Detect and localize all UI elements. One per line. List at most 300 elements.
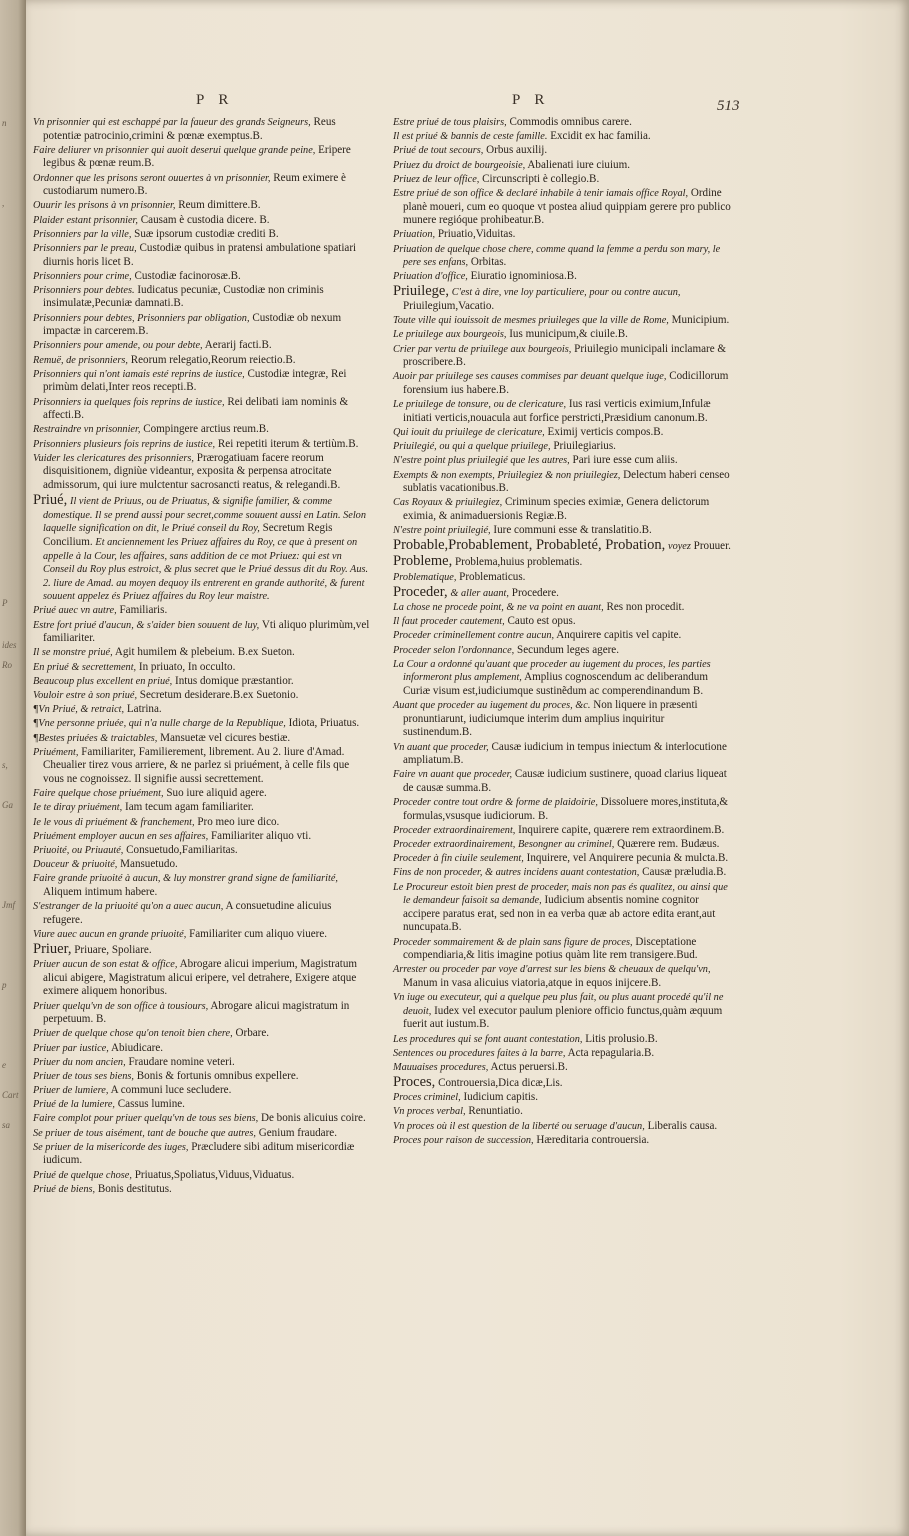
french-phrase: Ouurir les prisons à vn prisonnier, (33, 200, 176, 212)
dictionary-entry (33, 604, 371, 618)
dictionary-entry (393, 270, 731, 284)
gutter-fragment: ides (2, 640, 17, 650)
dictionary-entry (33, 619, 371, 646)
headword: Priué, (33, 492, 68, 509)
french-phrase: Priuer aucun de son estat & office, (33, 959, 178, 971)
latin-equivalent: Pro meo iure dico. (197, 815, 280, 828)
dictionary-entry (33, 1183, 371, 1197)
dictionary-entry (33, 354, 371, 368)
latin-equivalent: Reorum relegatio,Reorum reiectio.B. (130, 353, 296, 366)
french-phrase: Les procedures qui se font auant contestation, (393, 1033, 583, 1045)
french-phrase: La chose ne procede point, & ne va point en auant, (393, 602, 604, 614)
dictionary-entry (393, 571, 731, 585)
headword: Proces, (393, 1074, 436, 1091)
dictionary-entry (33, 144, 371, 171)
dictionary-entry (33, 228, 371, 242)
french-phrase: Problematique, (393, 571, 457, 583)
latin-equivalent: Abiudicare. (110, 1041, 164, 1054)
dictionary-entry (393, 1120, 731, 1134)
dictionary-entry (33, 1098, 371, 1112)
french-phrase: Priuilegié, ou qui a quelque priuilege, (393, 441, 551, 453)
dictionary-entry (33, 1169, 371, 1183)
latin-equivalent: Rei delibati iam nominis & affecti.B. (43, 395, 349, 422)
dictionary-entry (393, 398, 731, 425)
latin-equivalent: Aliquem intimum habere. (43, 885, 158, 898)
dictionary-entry (393, 936, 731, 963)
french-phrase: Priuer de lumiere, (33, 1085, 109, 1097)
latin-equivalent: Familiariter cum aliquo viuere. (189, 927, 328, 940)
latin-equivalent: Anquirere capitis vel capite. (556, 629, 682, 642)
french-phrase: Toute ville qui iouissoit de mesmes priuileges que la ville de Rome, (393, 315, 669, 327)
dictionary-entry (33, 1042, 371, 1056)
latin-equivalent: Abalienati iure ciuium. (527, 158, 630, 171)
french-phrase: Il est priué & bannis de ceste famille. (393, 131, 548, 143)
french-phrase: Qui iouit du priuilege de clericature, (393, 426, 545, 438)
french-phrase: S'estranger de la priuoité qu'on a auec aucun, (33, 901, 224, 913)
latin-equivalent: Consuetudo,Familiaritas. (126, 843, 238, 856)
dictionary-entry (33, 801, 371, 815)
left-column (33, 116, 371, 1197)
latin-equivalent: Familiaris. (119, 604, 168, 617)
french-phrase: Vuider les clericatures des prisonniers, (33, 452, 195, 464)
right-column (393, 116, 731, 1148)
dictionary-entry (393, 1075, 731, 1091)
latin-equivalent: Eripere legibus & pœnæ reum.B. (43, 143, 351, 170)
french-phrase: N'estre point plus priuilegié que les autres, (393, 455, 570, 467)
latin-equivalent: Custodiæ integræ, Rei primùm delati,Inter reos recepti.B. (43, 367, 347, 394)
french-phrase: Proceder extraordinairement, (393, 824, 516, 836)
latin-equivalent: Inquirere capite, quærere rem extraordinem.B. (518, 823, 725, 836)
dictionary-entry (33, 368, 371, 395)
latin-equivalent: Secretum Regis Concilium. (43, 522, 333, 548)
dictionary-entry (33, 844, 371, 858)
latin-equivalent: Causam è custodia dicere. B. (140, 213, 270, 226)
dictionary-entry (393, 601, 731, 615)
dictionary-entry (393, 116, 731, 130)
latin-equivalent: Priuare, Spoliare. (74, 944, 152, 956)
dictionary-entry (393, 343, 731, 370)
dictionary-entry (393, 314, 731, 328)
dictionary-entry (33, 816, 371, 830)
dictionary-entry (393, 328, 731, 342)
dictionary-entry (393, 1061, 731, 1075)
french-phrase: voyez (668, 541, 691, 553)
latin-equivalent: Mansuetudo. (120, 858, 178, 871)
french-phrase: Vn proces verbal, (393, 1106, 466, 1118)
right-running-head: PR (512, 92, 559, 108)
french-phrase: Faire deliurer vn prisonnier qui auoit deserui quelque grande peine, (33, 144, 316, 156)
french-phrase: Ie le vous di priuément & franchement, (33, 816, 195, 828)
dictionary-entry (393, 1105, 731, 1119)
latin-equivalent: Liberalis causa. (647, 1119, 718, 1132)
latin-equivalent: Reus potentiæ patrocinio,crimini & pœnæ exemptus.B. (43, 116, 336, 142)
latin-equivalent: Suæ ipsorum custodiæ crediti B. (134, 227, 279, 240)
french-phrase: Priuément employer aucun en ses affaires, (33, 830, 209, 842)
dictionary-entry (393, 454, 731, 468)
french-phrase: Et anciennement les Priuez affaires du Roy, ce que à present on appelle à la Cour, les affaires, sans addition de ce mot Priuez: qui est vn Conseil du Roy plus estroict, & plus secret que le Priué dessus dit du Roy. Aus. 2. liure de Amad. au moyen dequoy ils entrerent en grande authorité, & furent souuent appelez és Priuez affaires du Roy leur maistre. (43, 536, 369, 603)
french-phrase: Exempts & non exempts, Priuilegiez & non priuilegiez, (393, 469, 621, 481)
french-phrase: Sentences ou procedures faites à la barre, (393, 1047, 566, 1059)
french-phrase: Proceder extraordinairement, Besongner au criminel, (393, 839, 615, 851)
dictionary-entry (33, 452, 371, 493)
dictionary-entry (33, 312, 371, 339)
dictionary-entry (33, 661, 371, 675)
latin-equivalent: Acta repagularia.B. (567, 1046, 655, 1059)
french-phrase: Proceder selon l'ordonnance, (393, 644, 515, 656)
french-phrase: Le Procureur estoit bien prest de proceder, mais non pas és qualitez, ou ainsi que le demandeur faisoit sa demande, (393, 881, 728, 907)
latin-equivalent: Municipium. (671, 314, 730, 327)
latin-equivalent: Excidit ex hac familia. (550, 130, 651, 143)
french-phrase: Estre priué de tous plaisirs, (393, 117, 507, 128)
dictionary-entry (393, 585, 731, 601)
french-phrase: Priué de biens, (33, 1183, 96, 1195)
gutter-fragment: Cart (2, 1090, 19, 1100)
latin-equivalent: Prærogatiuam facere reorum disquisitionem, digniùe videantur, exposita & perpensa atrocitate admissorum, qui iure mulctentur sacrosancti reatus, & relegandi.B. (43, 451, 341, 491)
french-phrase: Beaucoup plus excellent en priué, (33, 675, 173, 687)
french-phrase: ¶Vne personne priuée, qui n'a nulle charge de la Republique, (33, 718, 286, 730)
latin-equivalent: Iure communi esse & translatitio.B. (493, 524, 652, 537)
dictionary-entry (33, 717, 371, 731)
french-phrase: Prisonniers pour debtes. (33, 284, 135, 296)
latin-equivalent: Eximij verticis compos.B. (547, 425, 664, 438)
dictionary-entry (393, 741, 731, 768)
dictionary-entry (33, 872, 371, 899)
latin-equivalent: Quærere rem. Budæus. (617, 838, 720, 851)
dictionary-entry (33, 1112, 371, 1126)
dictionary-entry (393, 496, 731, 523)
french-phrase: Faire vn auant que proceder, (393, 769, 513, 781)
french-phrase: Prisonniers qui n'ont iamais esté reprins de iustice, (33, 368, 245, 380)
latin-equivalent: Ius rasi verticis eximium,Infulæ initiati verticis,nouacula aut forfice perstricti,Præsidium canonum.B. (403, 398, 711, 424)
headword: Priuer, (33, 941, 72, 957)
dictionary-entry (33, 1000, 371, 1027)
headword: Probleme, (393, 553, 453, 570)
french-phrase: Plaider estant prisonnier, (33, 214, 138, 226)
french-phrase: La Cour a ordonné qu'auant que proceder au iugement du proces, les parties informeront plus amplement, (393, 658, 711, 684)
dictionary-entry (393, 796, 731, 823)
french-phrase: Restraindre vn prisonnier, (33, 424, 141, 436)
dictionary-entry (393, 243, 731, 270)
french-phrase: C'est à dire, vne loy particuliere, pour ou contre aucun, (451, 287, 681, 299)
french-phrase: Il vient de Priuus, ou de Priuatus, & signifie familier, & comme domestique. Il se prend aussi pour secret,comme souuent aussi en Latin. Selon laquelle signification on dit, le Priué conseil du Roy, (43, 496, 366, 535)
dictionary-entry (393, 1091, 731, 1105)
french-phrase: Prisonniers par la ville, (33, 228, 132, 240)
latin-equivalent: A consuetudine alicuius refugere. (43, 900, 332, 926)
dictionary-entry (393, 524, 731, 538)
gutter-fragment: Jmf (2, 900, 15, 910)
dictionary-entry (393, 144, 731, 158)
dictionary-entry (393, 469, 731, 496)
dictionary-entry (33, 199, 371, 213)
latin-equivalent: Eiuratio ignominiosa.B. (470, 270, 577, 283)
french-phrase: Se priuer de tous aisément, tant de bouche que autres, (33, 1127, 256, 1139)
latin-equivalent: Orbus auxilij. (486, 144, 548, 157)
gutter-fragment: , (2, 198, 5, 208)
french-phrase: & aller auant, (450, 587, 509, 599)
latin-equivalent: Procedere. (511, 586, 559, 599)
gutter-fragment: sa (2, 1120, 11, 1130)
french-phrase: Fins de non proceder, & autres incidens auant contestation, (393, 867, 640, 879)
french-phrase: Mauuaises procedures, (393, 1061, 489, 1073)
french-phrase: Il se monstre priué, (33, 647, 113, 659)
french-phrase: Priuer par iustice, (33, 1042, 109, 1054)
french-phrase: Prisonniers pour crime, (33, 270, 132, 282)
dictionary-entry (393, 881, 731, 935)
dictionary-entry (33, 339, 371, 353)
latin-equivalent: Iudicium capitis. (463, 1091, 539, 1104)
latin-equivalent: Delectum haberi censeo sublatis vacationibus.B. (403, 468, 730, 495)
dictionary-entry (33, 942, 371, 958)
latin-equivalent: Secretum desiderare.B.ex Suetonio. (139, 689, 299, 701)
french-phrase: Arrester ou proceder par voye d'arrest sur les biens & cheuaux de quelqu'vn, (393, 964, 711, 976)
latin-equivalent: Secundum leges agere. (517, 643, 620, 656)
dictionary-entry (33, 703, 371, 717)
dictionary-entry (393, 228, 731, 242)
french-phrase: ¶Bestes priuées & traictables, (33, 732, 158, 744)
french-phrase: Proceder sommairement & de plain sans figure de proces, (393, 936, 633, 948)
dictionary-entry (393, 370, 731, 397)
latin-equivalent: Ius municipum,& ciuile.B. (509, 328, 628, 341)
french-phrase: Se priuer de la misericorde des iuges, (33, 1141, 189, 1153)
gutter-fragment: P (2, 598, 8, 608)
french-phrase: Estre fort priué d'aucun, & s'aider bien souuent de luy, (33, 619, 260, 631)
french-phrase: Prisonniers par le preau, (33, 242, 137, 254)
dictionary-entry (393, 1134, 731, 1148)
dictionary-entry (33, 1084, 371, 1098)
french-phrase: Proceder criminellement contre aucun, (393, 630, 555, 642)
french-phrase: ¶Vn Priué, & retraict, (33, 704, 125, 716)
latin-equivalent: Prouuer. (693, 540, 731, 553)
french-phrase: Estre priué de son office & declaré inhabile à tenir iamais office Royal, (393, 187, 689, 199)
dictionary-entry (33, 172, 371, 199)
french-phrase: Proces pour raison de succession, (393, 1134, 534, 1146)
page-number: 513 (717, 98, 740, 114)
gutter-fragment: n (2, 118, 7, 128)
dictionary-entry (33, 646, 371, 660)
french-phrase: Vn auant que proceder, (393, 741, 489, 753)
latin-equivalent: Familiariter aliquo vti. (210, 829, 312, 842)
latin-equivalent: Causæ præludia.B. (642, 866, 727, 879)
dictionary-entry (393, 991, 731, 1032)
dictionary-entry (33, 689, 371, 703)
latin-equivalent: Orbitas. (470, 256, 507, 269)
latin-equivalent: Iudex vel executor paulum pleniore officio functus,quàm æquum fuerit aut iustum.B. (403, 1004, 723, 1031)
latin-equivalent: Bonis & fortunis omnibus expellere. (136, 1069, 299, 1082)
dictionary-entry (393, 615, 731, 629)
gutter-fragment: p (2, 980, 7, 990)
dictionary-entry (393, 159, 731, 173)
dictionary-entry (393, 1047, 731, 1061)
dictionary-entry (33, 438, 371, 452)
dictionary-entry (33, 116, 371, 143)
gutter-fragment: s, (2, 760, 8, 770)
dictionary-entry (393, 173, 731, 187)
latin-equivalent: Mansuetæ vel cicures bestiæ. (160, 731, 291, 744)
headword: Probable,Probablement, Probableté, Probation, (393, 537, 666, 554)
dictionary-entry (393, 538, 731, 554)
dictionary-entry (33, 1027, 371, 1041)
latin-equivalent: Idiota, Priuatus. (288, 717, 360, 730)
dictionary-entry (33, 214, 371, 228)
dictionary-entry (33, 242, 371, 269)
headword: Proceder, (393, 583, 448, 600)
latin-equivalent: Problema,huius problematis. (454, 556, 583, 569)
dictionary-entry (393, 644, 731, 658)
dictionary-entry (33, 1141, 371, 1168)
latin-equivalent: Reum eximere è custodiarum numero.B. (43, 171, 346, 198)
latin-equivalent: Priuilegio municipali inclamare & proscribere.B. (403, 342, 727, 369)
latin-equivalent: Rei repetiti iterum & tertiùm.B. (217, 437, 359, 450)
latin-equivalent: Orbare. (235, 1027, 270, 1040)
french-phrase: Remuë, de prisonniers, (33, 354, 128, 366)
french-phrase: Auoir par priuilege ses causes commises par deuant quelque iuge, (393, 371, 667, 383)
latin-equivalent: Priuatus,Spoliatus,Viduus,Viduatus. (134, 1168, 295, 1181)
french-phrase: Priuer de tous ses biens, (33, 1070, 134, 1082)
french-phrase: Priuer du nom ancien, (33, 1056, 126, 1068)
latin-equivalent: Priuilegiarius. (553, 440, 616, 453)
french-phrase: Proceder contre tout ordre & forme de plaidoirie, (393, 797, 598, 809)
dictionary-entry (393, 838, 731, 852)
latin-equivalent: Reum dimittere.B. (178, 199, 261, 212)
latin-equivalent: Res non procedit. (606, 601, 685, 614)
latin-equivalent: Hæreditaria controuersia. (536, 1133, 650, 1146)
french-phrase: Priué de la lumiere, (33, 1099, 115, 1111)
dictionary-entry (33, 928, 371, 942)
dictionary-entry (393, 629, 731, 643)
french-phrase: Il faut proceder cautement, (393, 616, 505, 628)
french-phrase: Ie te diray priuément, (33, 802, 123, 814)
dictionary-entry (393, 866, 731, 880)
dictionary-entry (33, 493, 371, 604)
latin-equivalent: Circunscripti è collegio.B. (482, 172, 600, 185)
latin-equivalent: Intus domique præstantior. (175, 674, 294, 687)
dictionary-entry (33, 732, 371, 746)
dictionary-entry (393, 130, 731, 144)
latin-equivalent: Agit humilem & plebeium. B.ex Sueton. (114, 646, 295, 659)
dictionary-entry (33, 858, 371, 872)
french-phrase: Le priuilege de tonsure, ou de clericature, (393, 399, 567, 411)
french-phrase: Prisonniers ia quelques fois reprins de iustice, (33, 396, 225, 408)
dictionary-entry (393, 1033, 731, 1047)
french-phrase: Prisonniers plusieurs fois reprins de iustice, (33, 438, 216, 450)
latin-equivalent: Priuatio,Viduitas. (437, 228, 516, 241)
dictionary-entry (33, 787, 371, 801)
french-phrase: Priué de quelque chose, (33, 1169, 132, 1181)
dictionary-entry (393, 963, 731, 990)
french-phrase: Crier par vertu de priuilege aux bourgeois, (393, 343, 572, 355)
latin-equivalent: Commodis omnibus carere. (509, 116, 632, 128)
latin-equivalent: Manum in vasa alicuius viatoria,atque in equos inijcere.B. (403, 976, 662, 989)
french-phrase: Faire grande priuoité à aucun, & luy monstrer grand signe de familiarité, (33, 873, 338, 885)
latin-equivalent: Iudicium absentis nomine cognitor accipere paratus erat, sed non in ea verba quæ ab actore edita erant,aut nuncupata.B. (403, 894, 716, 934)
dictionary-entry (33, 746, 371, 787)
latin-equivalent: Præcludere sibi aditum misericordiæ iudicum. (43, 1140, 355, 1167)
latin-equivalent: A communi luce secludere. (110, 1084, 232, 1097)
french-phrase: Priuation, (393, 229, 436, 241)
dictionary-entry (33, 675, 371, 689)
latin-equivalent: In priuato, In occulto. (138, 660, 236, 673)
french-phrase: Vn proces où il est question de la liberté ou seruage d'aucun, (393, 1120, 645, 1132)
french-phrase: Priuément, (33, 746, 79, 758)
latin-equivalent: Bonis destitutus. (97, 1182, 172, 1195)
french-phrase: Prisonniers pour amende, ou pour debte, (33, 340, 203, 352)
left-running-head: PR (196, 92, 243, 108)
latin-equivalent: Compingere arctius reum.B. (143, 423, 269, 436)
dictionary-entry (33, 396, 371, 423)
french-phrase: Priué de tout secours, (393, 145, 484, 157)
french-phrase: Vn prisonnier qui est eschappé par la faueur des grands Seigneurs, (33, 117, 311, 128)
latin-equivalent: Controuersia,Dica dicæ,Lis. (438, 1077, 563, 1090)
latin-equivalent: Criminum species eximiæ, Genera delictorum eximia, & animaduersionis Regiæ.B. (403, 496, 710, 522)
latin-equivalent: Problematicus. (459, 570, 526, 583)
french-phrase: Priuoité, ou Priuauté, (33, 844, 124, 856)
latin-equivalent: Actus peruersi.B. (490, 1060, 568, 1073)
dictionary-entry (33, 1070, 371, 1084)
latin-equivalent: Custodiæ quibus in pratensi ambulatione spatiari diurnis horis licet B. (43, 241, 357, 268)
dictionary-entry (33, 958, 371, 999)
french-phrase: Auant que proceder au iugement du proces, &c. (393, 700, 591, 712)
french-phrase: Cas Royaux & priuilegiez, (393, 497, 503, 509)
dictionary-entry (33, 900, 371, 927)
dictionary-entry (33, 1056, 371, 1070)
latin-equivalent: Ordine planè moueri, cum eo quoque vt postea aliud quippiam gerere pro publico munere regióque prohibeatur.B. (403, 186, 731, 227)
french-phrase: Priuez du droict de bourgeoisie, (393, 159, 526, 171)
latin-equivalent: Vti aliquo plurimùm,vel familiariter. (43, 618, 370, 645)
latin-equivalent: Abrogare alicui imperium, Magistratum alicui abigere, Magistratum alicui eripere, vel detrahere, Exigere atque eximere aliquem honoribus. (43, 958, 358, 998)
dictionary-entry (33, 284, 371, 311)
latin-equivalent: Fraudare nomine veteri. (128, 1055, 235, 1068)
french-phrase: Priuez de leur office, (393, 173, 480, 185)
latin-equivalent: Aerarij facti.B. (204, 339, 272, 352)
latin-equivalent: Renuntiatio. (468, 1105, 523, 1118)
dictionary-entry (393, 699, 731, 740)
dictionary-entry (393, 426, 731, 440)
french-phrase: Priuation d'office, (393, 271, 468, 283)
latin-equivalent: Genium fraudare. (258, 1126, 337, 1139)
latin-equivalent: Suo iure aliquid agere. (166, 787, 267, 800)
dictionary-entry (393, 284, 731, 313)
latin-equivalent: Iudicatus pecuniæ, Custodiæ non criminis insimulatæ,Pecuniæ damnati.B. (43, 283, 324, 310)
latin-equivalent: Cauto est opus. (507, 615, 576, 628)
french-phrase: Priuation de quelque chose chere, comme quand la femme a perdu son mary, le pere ses enfans, (393, 243, 721, 269)
french-phrase: Vouloir estre à son priué, (33, 690, 138, 701)
dictionary-entry (393, 852, 731, 866)
latin-equivalent: Custodiæ ob nexum impactæ in carcerem.B. (43, 311, 342, 338)
latin-equivalent: Custodiæ facinorosæ.B. (134, 269, 241, 282)
latin-equivalent: Abrogare alicui magistratum in perpetuum. B. (43, 999, 350, 1026)
dictionary-entry (393, 440, 731, 454)
latin-equivalent: Non liquere in præsenti pronuntiarunt, iudiciumque interim dum amplius inquiritur sustinendum.B. (403, 699, 698, 739)
french-phrase: En priué & secrettement, (33, 661, 137, 673)
french-phrase: Proceder à fin ciuile seulement, (393, 853, 524, 865)
french-phrase: Prisonniers pour debtes, Prisonniers par obligation, (33, 312, 250, 324)
latin-equivalent: Causæ iudicium in tempus iniectum & interlocutione ampliatum.B. (403, 740, 727, 767)
dictionary-entry (393, 824, 731, 838)
french-phrase: N'estre point priuilegié, (393, 525, 491, 537)
latin-equivalent: Iam tecum agam familiariter. (125, 801, 254, 814)
latin-equivalent: Inquirere, vel Anquirere pecunia & mulcta.B. (526, 852, 729, 865)
dictionary-entry (33, 423, 371, 437)
latin-equivalent: Familiariter, Familierement, librement. Au 2. liure d'Amad. Cheualier tirez vous arriere, & ne parlez si priuément, à celle fils que vous ne cognoissez. Il signifie aussi secrettement. (43, 745, 350, 785)
gutter-fragment: Ga (2, 800, 13, 810)
french-phrase: Priuer quelqu'vn de son office à tousiours, (33, 1000, 209, 1012)
french-phrase: Douceur & priuoité, (33, 859, 118, 871)
french-phrase: Proces criminel, (393, 1092, 461, 1104)
dictionary-entry (393, 554, 731, 570)
french-phrase: Vn iuge ou executeur, qui a quelque peu plus fait, ou plus auant procedé qu'il ne deuoit, (393, 992, 724, 1017)
dictionary-entry (393, 187, 731, 228)
dictionary-entry (33, 1127, 371, 1141)
